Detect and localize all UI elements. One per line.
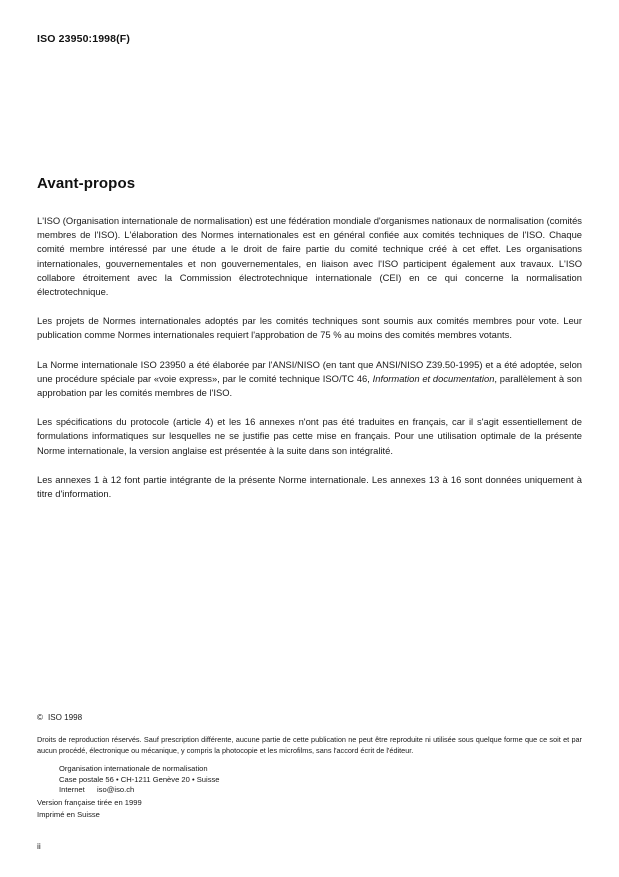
foreword-paragraph-5: Les annexes 1 à 12 font partie intégrante de la présente Norme internationale. Les annexes 13 à 16 sont données uniquement à titre d'information. xyxy=(37,473,582,500)
foreword-paragraph-2: Les projets de Normes internationales adoptés par les comités techniques sont soumis aux comités membres pour vote. Leur publication comme Normes internationales requiert l'approbation de 75 % au moins des comités membres votants. xyxy=(37,315,582,341)
copyright-line xyxy=(37,712,582,723)
page-title: Avant-propos xyxy=(37,175,136,192)
address-organisation: Organisation internationale de normalisation xyxy=(59,764,208,774)
document-header-reference: ISO 23950:1998(F) xyxy=(37,33,131,45)
address-internet xyxy=(59,785,582,796)
foreword-paragraph-3-italic-title: Information et documentation xyxy=(372,372,495,384)
copyright-text: ISO 1998 xyxy=(47,713,83,722)
foreword-paragraph-3-before-italic: La Norme internationale ISO 23950 a été élaborée par l'ANSI/NISO (en tant que ANSI/NISO Z39.50-1995) et a été adoptée, selon une procédure spéciale par «voie express», par le comité technique ISO/TC 46, xyxy=(37,358,582,384)
foreword-paragraph-1: L'ISO (Organisation internationale de normalisation) est une fédération mondiale d'organismes nationaux de normalisation (comités membres de l'ISO). L'élaboration des Normes internationales est en général confiée aux comités techniques de l'ISO. Chaque comité membre intéressé par une étude a le droit de faire partie du comité technique créé à cet effet. Les organisations internationales, gouvernementales et non gouvernementales, en liaison avec l'ISO participent également aux travaux. L'ISO collabore étroitement avec la Commission électrotechnique internationale (CEI) en ce qui concerne la normalisation électrotechnique. xyxy=(37,215,582,298)
publisher-address xyxy=(37,764,582,796)
address-internet-value: iso@iso.ch xyxy=(97,785,135,795)
address-internet-label: Internet xyxy=(59,785,85,795)
foreword-section xyxy=(37,175,582,501)
address-postal: Case postale 56 • CH-1211 Genève 20 • Suisse xyxy=(59,774,220,784)
page-number: ii xyxy=(37,841,41,851)
rights-statement: Droits de reproduction réservés. Sauf prescription différente, aucune partie de cette publication ne peut être reproduite ni utilisée sous quelque forme que ce soit et par aucun procédé, électronique ou mécanique, y compris la photocopie et les microfilms, sans l'accord écrit de l'éditeur. xyxy=(37,735,582,755)
printed-note: Imprimé en Suisse xyxy=(37,809,100,819)
colophon-block xyxy=(37,712,582,820)
foreword-paragraph-3-after-italic: , parallèlement à son approbation par les comités membres de l'ISO. xyxy=(37,372,582,399)
copyright-icon: © xyxy=(37,713,43,722)
foreword-paragraph-4: Les spécifications du protocole (article 4) et les 16 annexes n'ont pas été traduites en français, car il s'agit essentiellement de formulations informatiques sur lesquelles ne se justifie pas cette mise en français. Pour une utilisation optimale de la présente Norme internationale, la version anglaise est présentée à la suite dans son intégralité. xyxy=(37,416,582,456)
foreword-paragraph-3 xyxy=(37,358,582,401)
version-note: Version française tirée en 1999 xyxy=(37,797,142,807)
